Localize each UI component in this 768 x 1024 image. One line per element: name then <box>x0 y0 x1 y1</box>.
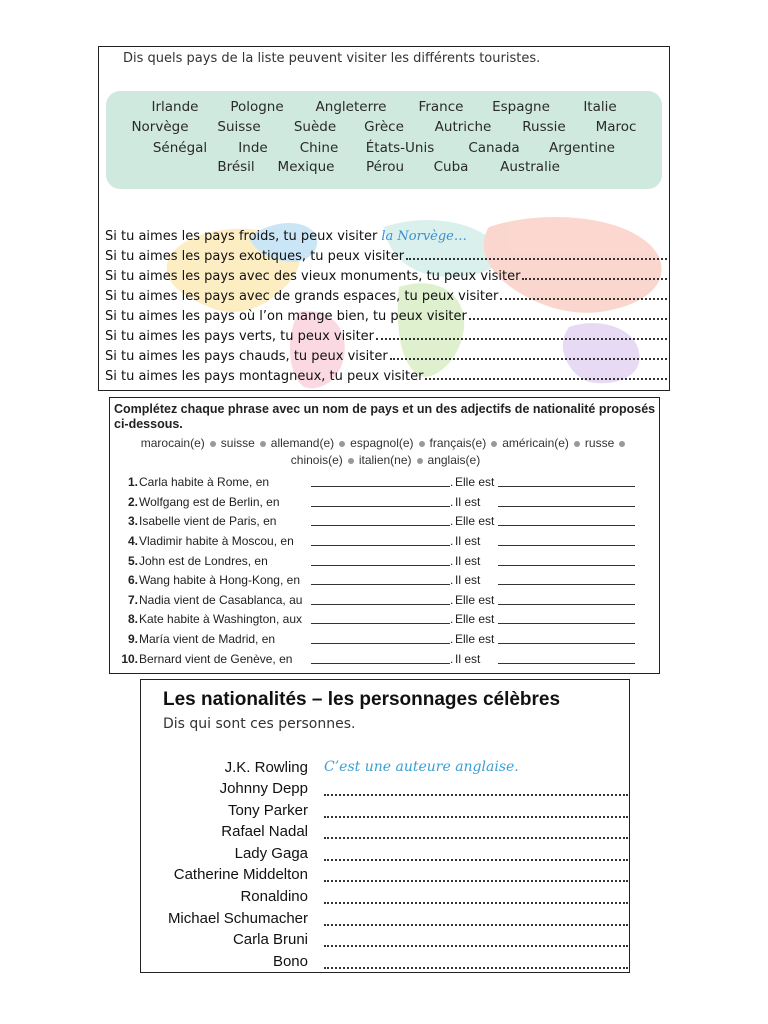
adjective-option: allemand(e) <box>270 436 335 450</box>
nationality-blank[interactable] <box>498 545 635 546</box>
exercise-instruction: Dis quels pays de la liste peuvent visiter les différents touristes. <box>123 51 541 66</box>
person-row <box>141 780 630 801</box>
nationality-blank[interactable] <box>498 486 635 487</box>
pronoun-text: Il est <box>455 534 481 548</box>
person-name: J.K. Rowling <box>224 759 308 776</box>
person-row <box>141 759 630 780</box>
pronoun-text: Il est <box>455 652 481 666</box>
sentence-text: Si tu aimes les pays où l’on mange bien, tu peux visiter <box>105 309 467 324</box>
country-row <box>106 119 662 139</box>
person-name: Michael Schumacher <box>167 910 308 927</box>
bullet-icon <box>339 441 345 447</box>
bullet-icon <box>619 441 625 447</box>
fill-in-sentence <box>105 229 667 249</box>
question-text: Carla habite à Rome, en <box>139 475 270 489</box>
sentence-text: Si tu aimes les pays chauds, tu peux visiter <box>105 349 388 364</box>
country-label: Grèce <box>364 119 404 135</box>
answer-blank[interactable] <box>324 902 628 904</box>
adjective-option: italien(ne) <box>358 453 412 467</box>
answer-blank[interactable] <box>324 967 628 969</box>
exercise-famous-people <box>140 679 630 973</box>
exercise-nationality-adjectives <box>109 397 660 674</box>
question-number: 10. <box>121 652 138 666</box>
nationality-blank[interactable] <box>498 506 635 507</box>
period: . <box>450 593 454 607</box>
sentence-text: Si tu aimes les pays avec de grands espaces, tu peux visiter <box>105 289 499 304</box>
person-name: Rafael Nadal <box>221 823 308 840</box>
adjective-option: américain(e) <box>502 436 569 450</box>
country-label: Brésil <box>217 159 255 175</box>
person-name: Tony Parker <box>227 802 308 819</box>
country-list-box <box>106 91 662 189</box>
question-row <box>110 632 660 651</box>
pronoun-text: Elle est <box>455 593 495 607</box>
sentence-text: Si tu aimes les pays exotiques, tu peux visiter <box>105 249 405 264</box>
question-number: 4. <box>127 534 138 548</box>
adjective-option: marocain(e) <box>140 436 205 450</box>
person-row <box>141 888 630 909</box>
adjective-option: suisse <box>220 436 255 450</box>
country-label: Autriche <box>434 119 492 135</box>
question-text: Vladimir habite à Moscou, en <box>139 534 294 548</box>
country-label: France <box>418 99 464 115</box>
country-label: Mexique <box>277 159 335 175</box>
question-number: 8. <box>127 612 138 626</box>
pronoun-text: Elle est <box>455 612 495 626</box>
person-name: Carla Bruni <box>232 931 308 948</box>
country-blank[interactable] <box>311 663 450 664</box>
country-label: Pérou <box>365 159 405 175</box>
person-row <box>141 866 630 887</box>
country-label: Suisse <box>217 119 261 135</box>
person-row <box>141 802 630 823</box>
nationality-blank[interactable] <box>498 623 635 624</box>
period: . <box>450 554 454 568</box>
question-row <box>110 652 660 671</box>
country-label: Irlande <box>151 99 199 115</box>
question-number: 9. <box>127 632 138 646</box>
fill-in-sentence <box>105 369 667 389</box>
answer-blank[interactable] <box>406 258 667 260</box>
answer-blank[interactable] <box>500 298 667 300</box>
period: . <box>450 534 454 548</box>
answer-blank[interactable] <box>324 794 628 796</box>
question-text: María vient de Madrid, en <box>139 632 276 646</box>
pronoun-text: Il est <box>455 573 481 587</box>
country-blank[interactable] <box>311 486 450 487</box>
fill-in-sentence <box>105 249 667 269</box>
country-label: États-Unis <box>365 140 435 156</box>
question-text: Wang habite à Hong-Kong, en <box>139 573 300 587</box>
period: . <box>450 632 454 646</box>
fill-in-sentence <box>105 329 667 349</box>
fill-in-sentence <box>105 289 667 309</box>
country-label: Norvège <box>131 119 189 135</box>
adjective-option: russe <box>584 436 615 450</box>
question-text: Isabelle vient de Paris, en <box>139 514 277 528</box>
person-row <box>141 823 630 844</box>
fill-in-sentence <box>105 269 667 289</box>
question-text: John est de Londres, en <box>139 554 268 568</box>
exercise-title: Les nationalités – les personnages célèbres <box>163 689 561 710</box>
person-row <box>141 931 630 952</box>
bullet-icon <box>419 441 425 447</box>
country-label: Italie <box>583 99 617 115</box>
nationality-blank[interactable] <box>498 643 635 644</box>
nationality-blank[interactable] <box>498 604 635 605</box>
adjective-list <box>110 436 660 450</box>
country-label: Cuba <box>433 159 469 175</box>
period: . <box>450 495 454 509</box>
adjective-option: français(e) <box>429 436 487 450</box>
bullet-icon <box>491 441 497 447</box>
answer-blank[interactable] <box>522 278 667 280</box>
question-row <box>110 514 660 533</box>
country-label: Maroc <box>595 119 637 135</box>
exercise-instruction: Complétez chaque phrase avec un nom de pays et un des adjectifs de nationalité proposés ci-dessous. <box>114 402 656 431</box>
bullet-icon <box>210 441 216 447</box>
answer-blank[interactable] <box>425 378 667 380</box>
country-row <box>106 99 662 119</box>
person-name: Bono <box>272 953 308 970</box>
adjective-option: espagnol(e) <box>350 436 414 450</box>
question-number: 1. <box>127 475 138 489</box>
period: . <box>450 514 454 528</box>
country-blank[interactable] <box>311 604 450 605</box>
question-text: Wolfgang est de Berlin, en <box>139 495 280 509</box>
sentence-text: Si tu aimes les pays verts, tu peux visiter <box>105 329 375 344</box>
question-row <box>110 554 660 573</box>
country-blank[interactable] <box>311 545 450 546</box>
answer-blank[interactable] <box>324 880 628 882</box>
country-label: Sénégal <box>152 140 208 156</box>
country-label: Chine <box>299 140 339 156</box>
person-row <box>141 845 630 866</box>
pronoun-text: Elle est <box>455 475 495 489</box>
pronoun-text: Elle est <box>455 514 495 528</box>
person-name: Lady Gaga <box>234 845 308 862</box>
sentence-text: Si tu aimes les pays froids, tu peux visiter <box>105 229 378 244</box>
country-blank[interactable] <box>311 525 450 526</box>
adjective-list <box>110 453 660 467</box>
country-blank[interactable] <box>311 584 450 585</box>
question-number: 5. <box>127 554 138 568</box>
country-label: Suède <box>293 119 337 135</box>
country-row <box>106 140 662 160</box>
adjective-option: chinois(e) <box>290 453 343 467</box>
question-row <box>110 593 660 612</box>
handwritten-answer: la Norvège… <box>381 229 467 244</box>
country-label: Australie <box>500 159 560 175</box>
country-label: Russie <box>522 119 566 135</box>
exercise-instruction: Dis qui sont ces personnes. <box>163 716 356 732</box>
country-blank[interactable] <box>311 643 450 644</box>
fill-in-sentence <box>105 349 667 369</box>
person-name: Ronaldino <box>240 888 308 905</box>
nationality-blank[interactable] <box>498 663 635 664</box>
answer-blank[interactable] <box>469 318 667 320</box>
pronoun-text: Il est <box>455 495 481 509</box>
question-row <box>110 612 660 631</box>
adjective-option: anglais(e) <box>427 453 481 467</box>
person-row <box>141 910 630 931</box>
question-number: 7. <box>127 593 138 607</box>
question-row <box>110 475 660 494</box>
country-label: Pologne <box>230 99 284 115</box>
sentence-text: Si tu aimes les pays avec des vieux monuments, tu peux visiter <box>105 269 521 284</box>
answer-blank[interactable] <box>324 837 628 839</box>
period: . <box>450 475 454 489</box>
bullet-icon <box>574 441 580 447</box>
period: . <box>450 612 454 626</box>
question-number: 6. <box>127 573 138 587</box>
question-text: Nadia vient de Casablanca, au <box>139 593 303 607</box>
pronoun-text: Elle est <box>455 632 495 646</box>
country-blank[interactable] <box>311 623 450 624</box>
country-label: Espagne <box>492 99 550 115</box>
answer-blank[interactable] <box>324 859 628 861</box>
person-name: Catherine Middelton <box>173 866 308 883</box>
country-label: Argentine <box>549 140 615 156</box>
nationality-blank[interactable] <box>498 584 635 585</box>
answer-blank[interactable] <box>324 924 628 926</box>
exercise-countries-tourists <box>98 46 670 391</box>
person-name: Johnny Depp <box>219 780 308 797</box>
country-row <box>106 159 662 179</box>
answer-blank[interactable] <box>376 338 667 340</box>
country-blank[interactable] <box>311 506 450 507</box>
bullet-icon <box>417 458 423 464</box>
country-label: Angleterre <box>315 99 387 115</box>
question-row <box>110 534 660 553</box>
question-row <box>110 495 660 514</box>
fill-in-sentence <box>105 309 667 329</box>
question-text: Kate habite à Washington, aux <box>139 612 302 626</box>
answer-blank[interactable] <box>390 358 667 360</box>
handwritten-answer: C’est une auteure anglaise. <box>324 759 519 775</box>
sentence-text: Si tu aimes les pays montagneux, tu peux visiter <box>105 369 424 384</box>
question-number: 3. <box>127 514 138 528</box>
person-row <box>141 953 630 973</box>
country-label: Canada <box>468 140 520 156</box>
bullet-icon <box>348 458 354 464</box>
country-blank[interactable] <box>311 565 450 566</box>
question-number: 2. <box>127 495 138 509</box>
question-text: Bernard vient de Genève, en <box>139 652 293 666</box>
answer-blank[interactable] <box>324 945 628 947</box>
period: . <box>450 573 454 587</box>
bullet-icon <box>260 441 266 447</box>
nationality-blank[interactable] <box>498 525 635 526</box>
nationality-blank[interactable] <box>498 565 635 566</box>
answer-blank[interactable] <box>324 816 628 818</box>
country-label: Inde <box>238 140 268 156</box>
pronoun-text: Il est <box>455 554 481 568</box>
period: . <box>450 652 454 666</box>
question-row <box>110 573 660 592</box>
